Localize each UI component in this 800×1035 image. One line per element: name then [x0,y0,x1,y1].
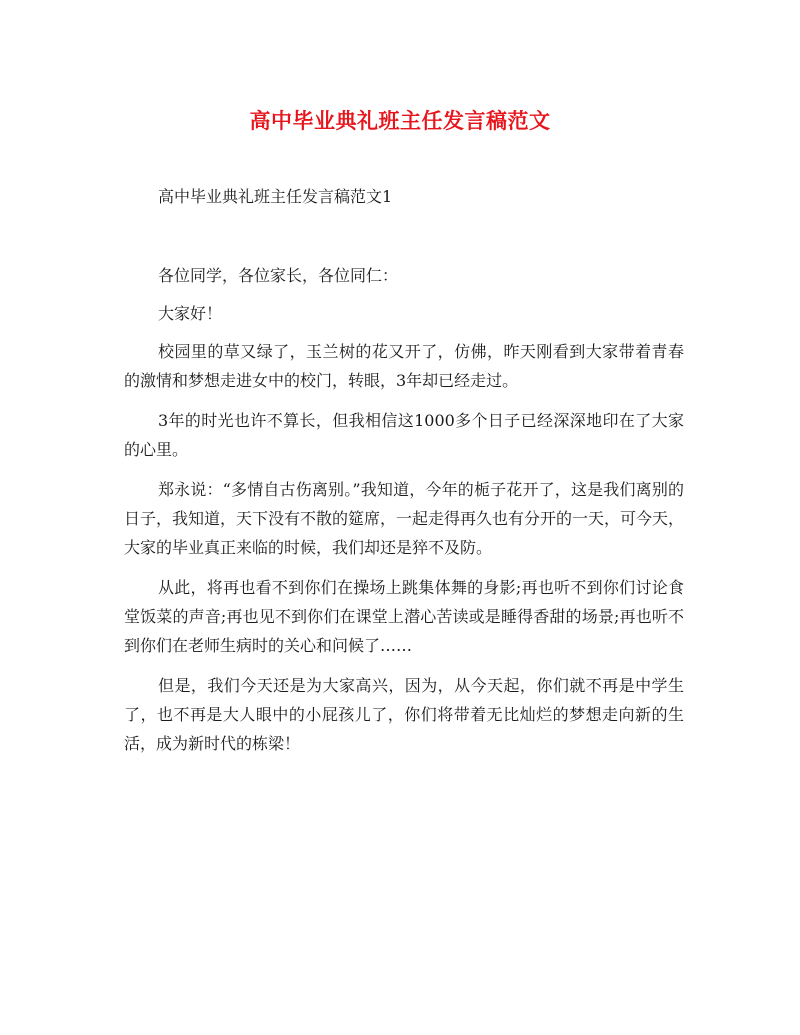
greeting-paragraph: 大家好！ [158,304,223,323]
document-title: 高中毕业典礼班主任发言稿范文 [249,108,551,133]
body-paragraph-3: 郑永说：“多情自古伤离别。”我知道，今年的栀子花开了，这是我们离别的日子，我知道，天下没有不散的筵席，一起走得再久也有分开的一天，可今天，大家的毕业真正来临的时候，我们却还是猝不及防。 [124,480,685,557]
body-paragraph-4: 从此，将再也看不到你们在操场上跳集体舞的身影;再也听不到你们讨论食堂饭菜的声音;再也见不到你们在课堂上潜心苦读或是睡得香甜的场景;再也听不到你们在老师生病时的关心和问候了…… [124,578,684,655]
salutation-paragraph: 各位同学，各位家长，各位同仁： [158,266,399,285]
document-body [124,261,684,769]
body-paragraph-5: 但是，我们今天还是为大家高兴，因为，从今天起，你们就不再是中学生了，也不再是大人眼中的小屁孩儿了，你们将带着无比灿烂的梦想走向新的生活，成为新时代的栋梁！ [124,676,684,753]
body-paragraph-1: 校园里的草又绿了，玉兰树的花又开了，仿佛，昨天刚看到大家带着青春的激情和梦想走进女中的校门，转眼，3年却已经走过。 [124,342,684,390]
body-paragraph-2: 3年的时光也许不算长，但我相信这1000多个日子已经深深地印在了大家的心里。 [124,411,684,459]
document-subtitle: 高中毕业典礼班主任发言稿范文1 [158,187,393,206]
